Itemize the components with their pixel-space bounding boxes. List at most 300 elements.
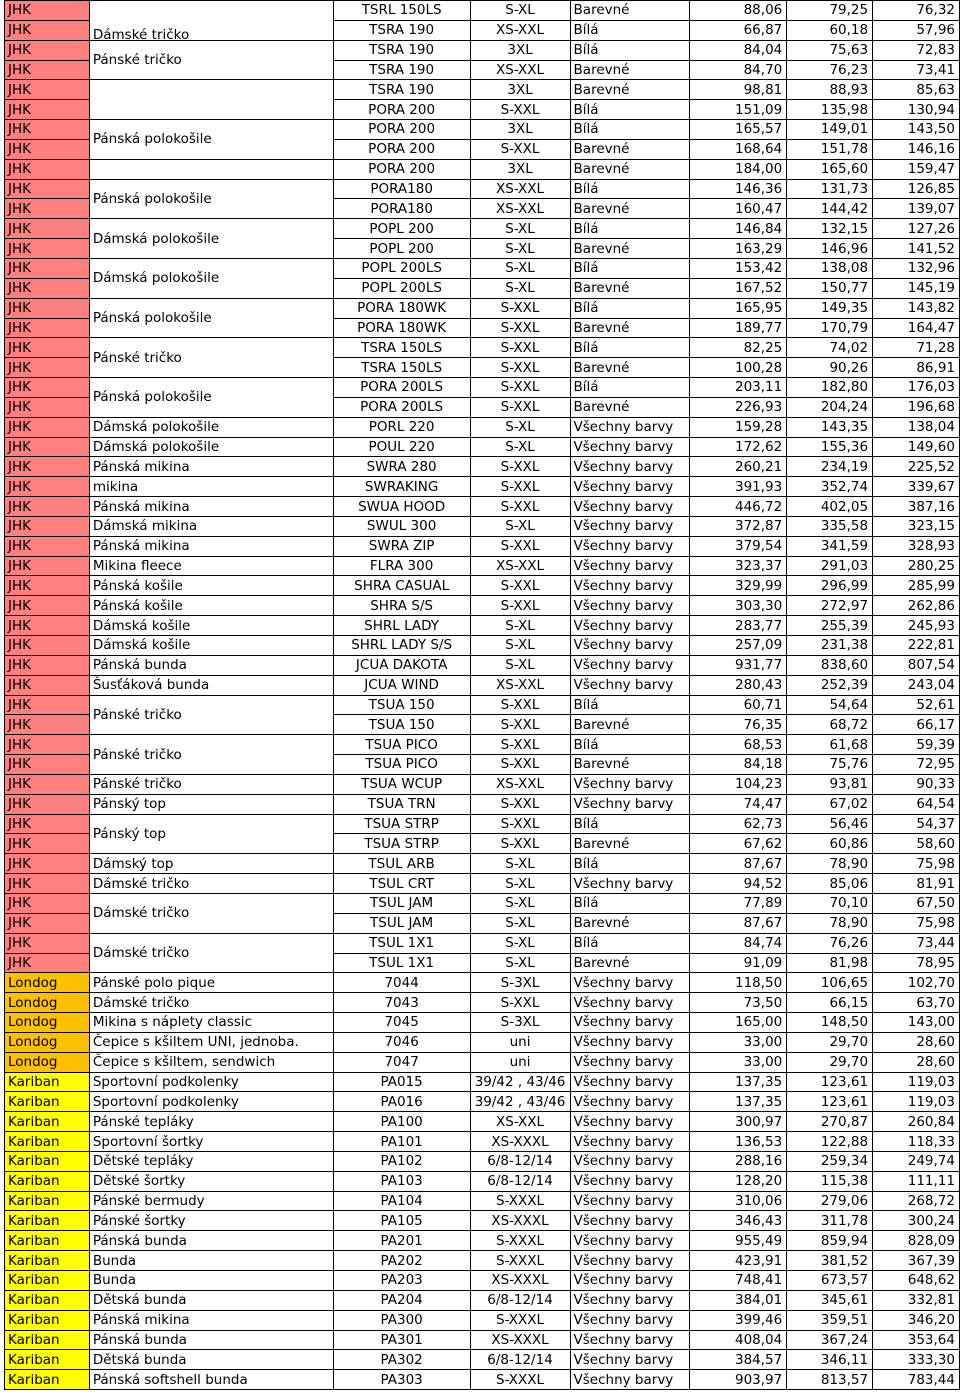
price-3-cell: 76,32 [873, 1, 960, 21]
price-2-cell: 165,60 [787, 159, 873, 179]
product-code-cell: TSUL JAM [333, 913, 470, 933]
color-cell: Všechny barvy [570, 636, 690, 656]
product-name-cell: Dětské tepláky [89, 1151, 333, 1171]
price-3-cell: 367,39 [873, 1251, 960, 1271]
price-3-cell: 132,96 [873, 258, 960, 278]
brand-cell: JHK [5, 338, 90, 358]
product-code-cell: SHRA S/S [333, 596, 470, 616]
color-cell: Všechny barvy [570, 1092, 690, 1112]
price-2-cell: 311,78 [787, 1211, 873, 1231]
brand-cell: Kariban [5, 1132, 90, 1152]
brand-cell: JHK [5, 100, 90, 120]
product-code-cell: PORA 200LS [333, 397, 470, 417]
color-cell: Všechny barvy [570, 973, 690, 993]
price-3-cell: 280,25 [873, 556, 960, 576]
price-1-cell: 98,81 [690, 80, 787, 100]
product-code-cell: 7047 [333, 1052, 470, 1072]
table-row [5, 1310, 960, 1330]
product-code-cell: PA303 [333, 1370, 470, 1390]
brand-cell: JHK [5, 40, 90, 60]
product-code-cell: TSUL CRT [333, 874, 470, 894]
price-1-cell: 94,52 [690, 874, 787, 894]
price-1-cell: 84,74 [690, 933, 787, 953]
color-cell: Všechny barvy [570, 477, 690, 497]
size-cell: S-XXL [470, 397, 570, 417]
product-name-cell: mikina [89, 477, 333, 497]
brand-cell: JHK [5, 556, 90, 576]
price-1-cell: 303,30 [690, 596, 787, 616]
price-3-cell: 196,68 [873, 397, 960, 417]
price-2-cell: 138,08 [787, 258, 873, 278]
price-3-cell: 119,03 [873, 1072, 960, 1092]
product-code-cell: PA100 [333, 1112, 470, 1132]
color-cell: Bílá [570, 258, 690, 278]
brand-cell: JHK [5, 874, 90, 894]
table-row [5, 1271, 960, 1291]
brand-cell: Kariban [5, 1290, 90, 1310]
price-1-cell: 288,16 [690, 1151, 787, 1171]
price-2-cell: 70,10 [787, 893, 873, 913]
size-cell: S-XL [470, 655, 570, 675]
color-cell: Všechny barvy [570, 1112, 690, 1132]
size-cell: S-XXXL [470, 1231, 570, 1251]
table-row [5, 1350, 960, 1370]
product-name-cell: Šusťáková bunda [89, 675, 333, 695]
price-1-cell: 323,37 [690, 556, 787, 576]
price-3-cell: 262,86 [873, 596, 960, 616]
brand-cell: JHK [5, 516, 90, 536]
price-2-cell: 252,39 [787, 675, 873, 695]
product-name-cell: Čepice s kšiltem UNI, jednoba. [89, 1032, 333, 1052]
color-cell: Všechny barvy [570, 1231, 690, 1251]
price-3-cell: 75,98 [873, 913, 960, 933]
product-name-cell: Sportovní podkolenky [89, 1092, 333, 1112]
product-name-cell: Pánské tričko [89, 40, 333, 80]
price-1-cell: 136,53 [690, 1132, 787, 1152]
product-code-cell: JCUA WIND [333, 675, 470, 695]
price-2-cell: 60,86 [787, 834, 873, 854]
size-cell: S-XXL [470, 576, 570, 596]
price-3-cell: 243,04 [873, 675, 960, 695]
color-cell: Bílá [570, 179, 690, 199]
price-3-cell: 339,67 [873, 477, 960, 497]
color-cell: Bílá [570, 933, 690, 953]
price-1-cell: 931,77 [690, 655, 787, 675]
product-name-cell: Dámské tričko [89, 893, 333, 933]
price-3-cell: 86,91 [873, 358, 960, 378]
price-1-cell: 903,97 [690, 1370, 787, 1390]
table-row [5, 179, 960, 199]
color-cell: Všechny barvy [570, 655, 690, 675]
brand-cell: JHK [5, 636, 90, 656]
color-cell: Bílá [570, 100, 690, 120]
color-cell: Bílá [570, 20, 690, 40]
product-code-cell: SWRAKING [333, 477, 470, 497]
product-name-cell: Dámský top [89, 854, 333, 874]
price-1-cell: 172,62 [690, 437, 787, 457]
price-2-cell: 106,65 [787, 973, 873, 993]
color-cell: Všechny barvy [570, 1211, 690, 1231]
product-name-cell: Bunda [89, 1271, 333, 1291]
price-1-cell: 226,93 [690, 397, 787, 417]
price-1-cell: 151,09 [690, 100, 787, 120]
table-row [5, 973, 960, 993]
product-name-cell: Dámské tričko [89, 933, 333, 973]
product-name-cell: Sportovní podkolenky [89, 1072, 333, 1092]
price-2-cell: 122,88 [787, 1132, 873, 1152]
price-2-cell: 346,11 [787, 1350, 873, 1370]
color-cell: Všechny barvy [570, 1151, 690, 1171]
price-3-cell: 149,60 [873, 437, 960, 457]
brand-cell: JHK [5, 417, 90, 437]
price-table [4, 0, 960, 1390]
price-3-cell: 71,28 [873, 338, 960, 358]
price-1-cell: 87,67 [690, 913, 787, 933]
price-1-cell: 372,87 [690, 516, 787, 536]
product-name-cell: Pánská košile [89, 576, 333, 596]
price-3-cell: 333,30 [873, 1350, 960, 1370]
price-2-cell: 234,19 [787, 457, 873, 477]
brand-cell: Londog [5, 1013, 90, 1033]
product-name-cell: Dětská bunda [89, 1290, 333, 1310]
product-code-cell: TSUA PICO [333, 735, 470, 755]
price-2-cell: 359,51 [787, 1310, 873, 1330]
color-cell: Všechny barvy [570, 437, 690, 457]
price-2-cell: 74,02 [787, 338, 873, 358]
brand-cell: JHK [5, 457, 90, 477]
product-code-cell: SWRA ZIP [333, 536, 470, 556]
product-code-cell: PORA180 [333, 179, 470, 199]
brand-cell: JHK [5, 477, 90, 497]
brand-cell: JHK [5, 120, 90, 140]
size-cell: XS-XXL [470, 556, 570, 576]
table-row [5, 794, 960, 814]
product-code-cell: TSRL 150LS [333, 1, 470, 21]
price-3-cell: 28,60 [873, 1032, 960, 1052]
table-row [5, 417, 960, 437]
size-cell: S-XXL [470, 735, 570, 755]
price-2-cell: 149,01 [787, 120, 873, 140]
table-row [5, 854, 960, 874]
size-cell: S-XXXL [470, 1370, 570, 1390]
price-2-cell: 859,94 [787, 1231, 873, 1251]
price-2-cell: 151,78 [787, 139, 873, 159]
product-name-cell: Dětské šortky [89, 1171, 333, 1191]
brand-cell: JHK [5, 576, 90, 596]
product-name-cell: Pánské tričko [89, 695, 333, 735]
price-1-cell: 146,84 [690, 219, 787, 239]
color-cell: Všechny barvy [570, 874, 690, 894]
price-1-cell: 260,21 [690, 457, 787, 477]
price-2-cell: 291,03 [787, 556, 873, 576]
size-cell: S-XXL [470, 834, 570, 854]
price-2-cell: 90,26 [787, 358, 873, 378]
price-3-cell: 73,44 [873, 933, 960, 953]
product-code-cell: TSRA 150LS [333, 338, 470, 358]
color-cell: Barevné [570, 159, 690, 179]
product-code-cell: PA301 [333, 1330, 470, 1350]
brand-cell: JHK [5, 318, 90, 338]
color-cell: Všechny barvy [570, 497, 690, 517]
product-code-cell: TSRA 190 [333, 80, 470, 100]
product-name-cell: Pánské bermudy [89, 1191, 333, 1211]
size-cell: S-XXL [470, 358, 570, 378]
product-name-cell: Pánský top [89, 814, 333, 854]
price-3-cell: 139,07 [873, 199, 960, 219]
brand-cell: JHK [5, 814, 90, 834]
price-3-cell: 64,54 [873, 794, 960, 814]
brand-cell: Kariban [5, 1350, 90, 1370]
price-3-cell: 249,74 [873, 1151, 960, 1171]
price-2-cell: 813,57 [787, 1370, 873, 1390]
brand-cell: JHK [5, 695, 90, 715]
color-cell: Barevné [570, 318, 690, 338]
price-2-cell: 60,18 [787, 20, 873, 40]
table-row [5, 1231, 960, 1251]
price-2-cell: 66,15 [787, 993, 873, 1013]
size-cell: XS-XXL [470, 774, 570, 794]
price-1-cell: 84,04 [690, 40, 787, 60]
product-code-cell: POUL 220 [333, 437, 470, 457]
size-cell: S-XL [470, 278, 570, 298]
price-1-cell: 84,70 [690, 60, 787, 80]
price-2-cell: 146,96 [787, 239, 873, 259]
table-row [5, 1191, 960, 1211]
color-cell: Všechny barvy [570, 993, 690, 1013]
price-2-cell: 296,99 [787, 576, 873, 596]
product-code-cell: PORA 180WK [333, 318, 470, 338]
product-code-cell: 7044 [333, 973, 470, 993]
price-2-cell: 381,52 [787, 1251, 873, 1271]
price-3-cell: 346,20 [873, 1310, 960, 1330]
size-cell: S-XL [470, 933, 570, 953]
size-cell: S-XXL [470, 457, 570, 477]
table-row [5, 80, 960, 100]
brand-cell: Londog [5, 1032, 90, 1052]
size-cell: S-XXXL [470, 1310, 570, 1330]
price-1-cell: 159,28 [690, 417, 787, 437]
color-cell: Všechny barvy [570, 457, 690, 477]
product-code-cell: PA101 [333, 1132, 470, 1152]
price-table-body [5, 1, 960, 1390]
size-cell: S-XL [470, 239, 570, 259]
price-2-cell: 85,06 [787, 874, 873, 894]
color-cell: Všechny barvy [570, 1251, 690, 1271]
brand-cell: JHK [5, 893, 90, 913]
price-2-cell: 93,81 [787, 774, 873, 794]
price-3-cell: 143,82 [873, 298, 960, 318]
table-row [5, 298, 960, 318]
price-2-cell: 272,97 [787, 596, 873, 616]
price-1-cell: 82,25 [690, 338, 787, 358]
product-code-cell: PA016 [333, 1092, 470, 1112]
price-1-cell: 118,50 [690, 973, 787, 993]
brand-cell: Kariban [5, 1310, 90, 1330]
product-code-cell: POPL 200 [333, 219, 470, 239]
size-cell: 6/8-12/14 [470, 1350, 570, 1370]
color-cell: Všechny barvy [570, 1271, 690, 1291]
table-row [5, 655, 960, 675]
price-1-cell: 408,04 [690, 1330, 787, 1350]
size-cell: S-XXL [470, 794, 570, 814]
brand-cell: JHK [5, 139, 90, 159]
color-cell: Bílá [570, 338, 690, 358]
price-2-cell: 115,38 [787, 1171, 873, 1191]
table-row [5, 1072, 960, 1092]
product-name-cell: Pánská polokošile [89, 378, 333, 418]
product-name-cell: Sportovní šortky [89, 1132, 333, 1152]
table-row [5, 735, 960, 755]
price-1-cell: 748,41 [690, 1271, 787, 1291]
price-3-cell: 63,70 [873, 993, 960, 1013]
product-code-cell: TSUL 1X1 [333, 953, 470, 973]
color-cell: Barevné [570, 834, 690, 854]
product-name-cell: Pánské tričko [89, 735, 333, 775]
color-cell: Všechny barvy [570, 1350, 690, 1370]
product-code-cell: TSRA 190 [333, 60, 470, 80]
product-name-cell: Pánská polokošile [89, 120, 333, 160]
product-name-cell: Pánská košile [89, 596, 333, 616]
price-3-cell: 328,93 [873, 536, 960, 556]
product-code-cell: PORL 220 [333, 417, 470, 437]
size-cell: S-XL [470, 616, 570, 636]
color-cell: Všechny barvy [570, 1072, 690, 1092]
price-1-cell: 283,77 [690, 616, 787, 636]
product-code-cell: 7043 [333, 993, 470, 1013]
size-cell: XS-XXXL [470, 1132, 570, 1152]
price-3-cell: 72,83 [873, 40, 960, 60]
product-code-cell: PA102 [333, 1151, 470, 1171]
price-1-cell: 66,87 [690, 20, 787, 40]
price-2-cell: 61,68 [787, 735, 873, 755]
brand-cell: JHK [5, 953, 90, 973]
price-3-cell: 648,62 [873, 1271, 960, 1291]
color-cell: Bílá [570, 219, 690, 239]
price-2-cell: 204,24 [787, 397, 873, 417]
color-cell: Barevné [570, 397, 690, 417]
table-row [5, 576, 960, 596]
price-1-cell: 189,77 [690, 318, 787, 338]
price-3-cell: 102,70 [873, 973, 960, 993]
brand-cell: JHK [5, 20, 90, 40]
brand-cell: Kariban [5, 1370, 90, 1390]
product-code-cell: SHRL LADY [333, 616, 470, 636]
price-1-cell: 168,64 [690, 139, 787, 159]
product-name-cell: Dámské tričko [89, 1, 333, 41]
brand-cell: JHK [5, 675, 90, 695]
price-3-cell: 66,17 [873, 715, 960, 735]
product-code-cell: TSUL JAM [333, 893, 470, 913]
table-row [5, 378, 960, 398]
price-3-cell: 54,37 [873, 814, 960, 834]
price-3-cell: 85,63 [873, 80, 960, 100]
price-3-cell: 90,33 [873, 774, 960, 794]
size-cell: uni [470, 1032, 570, 1052]
brand-cell: Kariban [5, 1211, 90, 1231]
product-code-cell: TSUA TRN [333, 794, 470, 814]
color-cell: Barevné [570, 755, 690, 775]
price-2-cell: 367,24 [787, 1330, 873, 1350]
size-cell: S-XL [470, 516, 570, 536]
price-3-cell: 141,52 [873, 239, 960, 259]
product-code-cell: PA201 [333, 1231, 470, 1251]
color-cell: Všechny barvy [570, 1171, 690, 1191]
price-1-cell: 87,67 [690, 854, 787, 874]
size-cell: S-XXL [470, 596, 570, 616]
size-cell: 3XL [470, 40, 570, 60]
price-2-cell: 155,36 [787, 437, 873, 457]
product-code-cell: PA104 [333, 1191, 470, 1211]
size-cell: S-XXL [470, 536, 570, 556]
color-cell: Všechny barvy [570, 536, 690, 556]
size-cell: S-XXL [470, 993, 570, 1013]
brand-cell: Londog [5, 1052, 90, 1072]
product-name-cell: Pánské tričko [89, 338, 333, 378]
price-3-cell: 176,03 [873, 378, 960, 398]
price-1-cell: 153,42 [690, 258, 787, 278]
price-2-cell: 345,61 [787, 1290, 873, 1310]
price-1-cell: 310,06 [690, 1191, 787, 1211]
price-3-cell: 260,84 [873, 1112, 960, 1132]
price-3-cell: 164,47 [873, 318, 960, 338]
brand-cell: JHK [5, 774, 90, 794]
price-1-cell: 137,35 [690, 1092, 787, 1112]
table-row [5, 636, 960, 656]
product-name-cell: Pánská softshell bunda [89, 1370, 333, 1390]
table-row [5, 774, 960, 794]
table-row [5, 516, 960, 536]
color-cell: Barevné [570, 953, 690, 973]
product-name-cell: Pánský top [89, 794, 333, 814]
color-cell: Barevné [570, 139, 690, 159]
product-name-cell: Pánská mikina [89, 1310, 333, 1330]
product-name-cell: Dětská bunda [89, 1350, 333, 1370]
product-code-cell: TSRA 190 [333, 20, 470, 40]
size-cell: S-XL [470, 636, 570, 656]
brand-cell: Kariban [5, 1251, 90, 1271]
price-1-cell: 60,71 [690, 695, 787, 715]
table-row [5, 1013, 960, 1033]
brand-cell: JHK [5, 536, 90, 556]
size-cell: S-XXL [470, 338, 570, 358]
price-2-cell: 231,38 [787, 636, 873, 656]
price-3-cell: 73,41 [873, 60, 960, 80]
size-cell: S-XXL [470, 100, 570, 120]
table-row [5, 1052, 960, 1072]
product-code-cell: JCUA DAKOTA [333, 655, 470, 675]
price-3-cell: 353,64 [873, 1330, 960, 1350]
color-cell: Všechny barvy [570, 616, 690, 636]
table-row [5, 1151, 960, 1171]
size-cell: S-XL [470, 258, 570, 278]
price-1-cell: 346,43 [690, 1211, 787, 1231]
size-cell: S-XXXL [470, 1191, 570, 1211]
color-cell: Barevné [570, 913, 690, 933]
table-row [5, 556, 960, 576]
product-name-cell: Pánská bunda [89, 1330, 333, 1350]
table-row [5, 1132, 960, 1152]
price-3-cell: 285,99 [873, 576, 960, 596]
table-row [5, 120, 960, 140]
color-cell: Bílá [570, 893, 690, 913]
table-row [5, 814, 960, 834]
size-cell: S-XXL [470, 139, 570, 159]
price-1-cell: 329,99 [690, 576, 787, 596]
table-row [5, 40, 960, 60]
color-cell: Barevné [570, 278, 690, 298]
table-row [5, 536, 960, 556]
table-row [5, 338, 960, 358]
